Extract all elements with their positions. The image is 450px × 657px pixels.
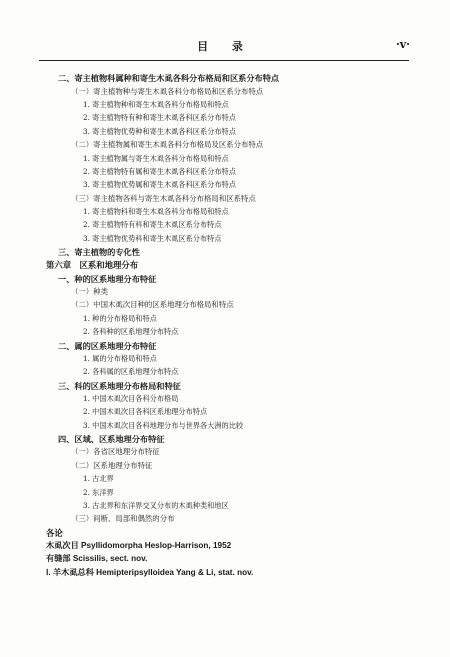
- toc-entry-title: 二、寄主植物科属种和寄生木虱各科分布格局和区系分布特点: [58, 73, 280, 84]
- toc-entry-title: 2. 寄主植物特有种和寄生木虱各科区系分布特点: [83, 113, 236, 123]
- header-page-number: ·v·: [395, 38, 410, 51]
- toc-entry-title: （一）种类: [71, 287, 108, 297]
- toc-entry-title: （一）各省区地理分布特征: [71, 447, 160, 457]
- toc-entry-title: （三）寄主植物各科与寄生木虱各科分布格局和区系特点: [71, 193, 256, 203]
- toc-entry-title: 三、寄主植物的专化性: [58, 247, 140, 258]
- toc-entry-title: 一、种的区系地理分布特征: [58, 273, 157, 284]
- toc-entry-title: （一）寄主植物种与寄生木虱各科分布格局和区系分布特点: [71, 86, 264, 96]
- toc-entry-title: （二）中国木虱次目种的区系地理分布格局和特点: [71, 300, 234, 310]
- toc-entry-title: 1. 寄主植物属与寄生木虱各科分布格局和特点: [83, 153, 229, 163]
- toc-entry-title: 1. 寄主植物种和寄生木虱各科分布格局和特点: [83, 100, 229, 110]
- toc-entry-title: 四、区域、区系地理分布特征: [58, 434, 165, 445]
- toc-entry[interactable]: [46, 564, 402, 577]
- toc-entry-title: 各论: [46, 527, 63, 538]
- toc-entry-title: 二、属的区系地理分布特征: [58, 340, 157, 351]
- toc-entry-title: 2. 寄主植物特有科和寄生木虱区系分布特点: [83, 220, 222, 230]
- toc-entry-title: 1. 中国木虱次目各科分布格局: [83, 393, 179, 403]
- toc-entry-title: 3. 寄主植物优势种和寄生木虱各科区系分布特点: [83, 126, 236, 136]
- toc-entry-title: 2. 中国木虱次目各科区系地理分布特点: [83, 407, 208, 417]
- toc-entry-title: 1. 属的分布格局和特点: [83, 353, 157, 363]
- toc-entry-title: 3. 中国木虱次目各科地理分布与世界各大洲的比较: [83, 420, 244, 430]
- toc-entry-title: 3. 古北界和东洋界交叉分布的木虱种类和地区: [83, 500, 229, 510]
- toc-entry-title: （二）寄主植物属和寄生木虱各科分布格局及区系分布特点: [71, 140, 264, 150]
- toc-entry-title: 2. 各科属的区系地理分布特点: [83, 367, 179, 377]
- toc-entry-title: 三、科的区系地理分布格局和特征: [58, 380, 181, 391]
- toc-entry-title: 木虱次目 Psyllidomorpha Heslop-Harrison, 1952: [46, 540, 232, 550]
- toc-entry-title: 1. 种的分布格局和特点: [83, 313, 157, 323]
- toc-entry-title: 3. 寄主植物优势科和寄生木虱区系分布特点: [83, 233, 222, 243]
- toc-entry-title: 有缝部 Scissilis, sect. nov.: [46, 554, 148, 564]
- table-of-contents: [46, 70, 402, 578]
- toc-entry-title: 1. 寄主植物科和寄生木虱各科分布格局和特点: [83, 206, 229, 216]
- toc-entry-title: （二）区系地理分布特征: [71, 460, 153, 470]
- toc-entry-title: 3. 寄主植物优势属和寄生木虱各科区系分布特点: [83, 180, 236, 190]
- toc-entry-title: 第六章 区系和地理分布: [46, 260, 139, 271]
- toc-entry-page: [257, 0, 450, 578]
- header-title: 目 录: [197, 40, 253, 53]
- toc-entry-title: Ⅰ. 羊木虱总科 Hemipteripsylloidea Yang & Li, stat. nov.: [46, 567, 254, 577]
- toc-entry-title: 2. 东洋界: [83, 487, 114, 497]
- toc-entry-title: （三）间断、局部和偶然的分布: [71, 514, 175, 524]
- toc-entry-title: 2. 寄主植物特有属和寄生木虱各科区系分布特点: [83, 166, 236, 176]
- toc-entry-title: 1. 古北界: [83, 474, 114, 484]
- toc-entry-title: 2. 各科种的区系地理分布特点: [83, 327, 179, 337]
